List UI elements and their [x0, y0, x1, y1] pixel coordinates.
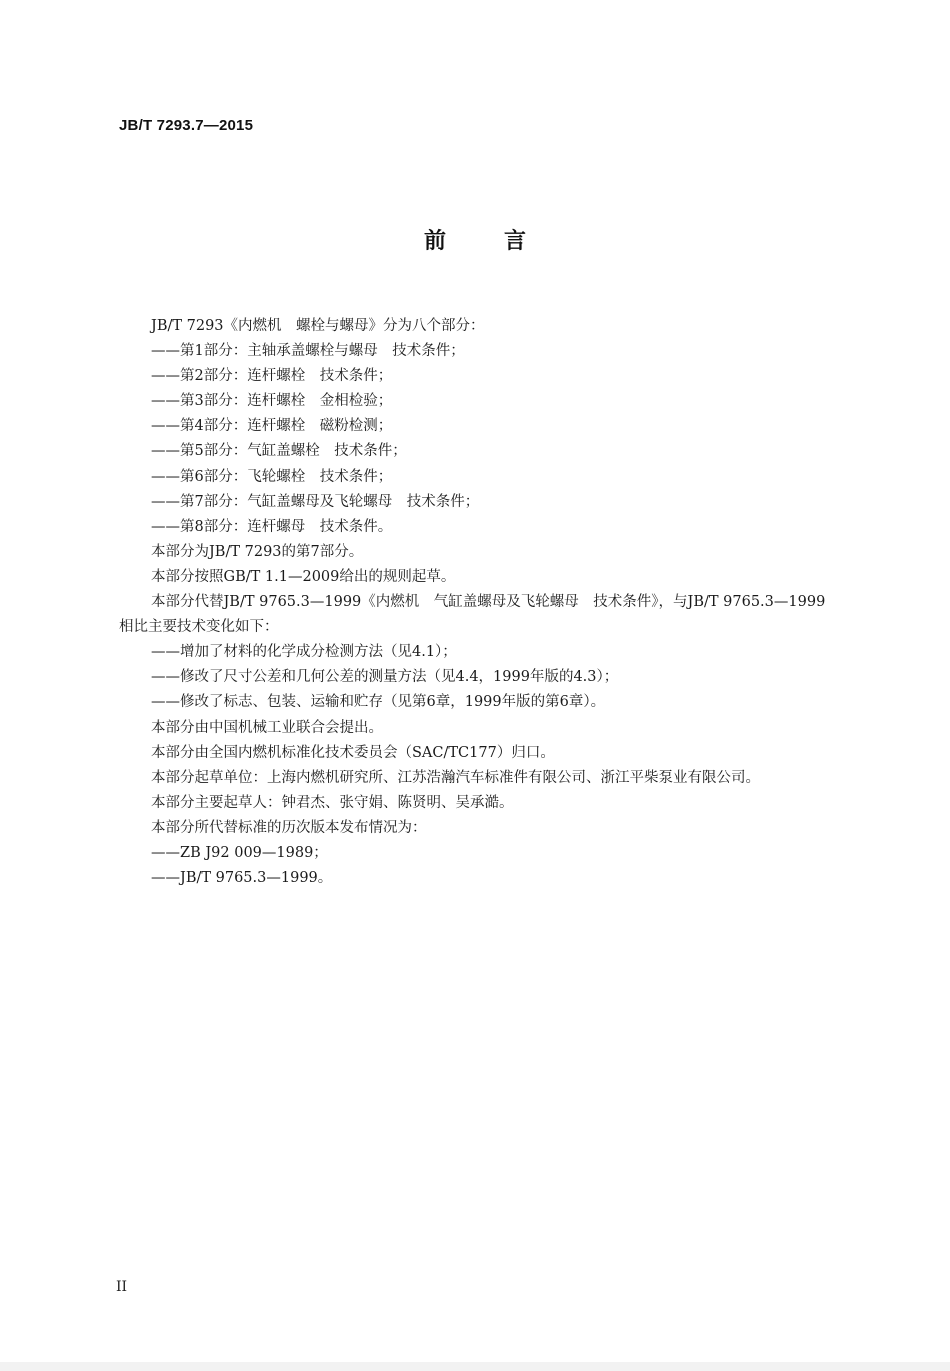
- list-item-part-2: ——第2部分：连杆螺栓 技术条件；: [151, 368, 393, 385]
- paragraph-replaces-continued: 相比主要技术变化如下：: [119, 619, 279, 636]
- list-item-part-1: ——第1部分：主轴承盖螺栓与螺母 技术条件；: [151, 343, 465, 360]
- list-item-change-2: ——修改了尺寸公差和几何公差的测量方法（见4.4，1999年版的4.3）；: [151, 669, 619, 686]
- title-char-2: 言: [504, 229, 527, 254]
- list-item-part-6: ——第6部分：飞轮螺栓 技术条件；: [151, 468, 393, 485]
- paragraph-parts-intro: JB/T 7293《内燃机 螺栓与螺母》分为八个部分：: [151, 318, 485, 334]
- page-bottom-edge: [0, 1362, 950, 1371]
- list-item-part-8: ——第8部分：连杆螺母 技术条件。: [151, 518, 393, 535]
- standard-number-header: JB/T 7293.7—2015: [119, 117, 254, 134]
- paragraph-proposed-by: 本部分由中国机械工业联合会提出。: [151, 719, 383, 736]
- paragraph-drafting-units: 本部分起草单位：上海内燃机研究所、江苏浩瀚汽车标准件有限公司、浙江平柴泵业有限公司。: [151, 769, 760, 786]
- list-item-part-5: ——第5部分：气缸盖螺栓 技术条件；: [151, 443, 407, 460]
- list-item-change-3: ——修改了标志、包装、运输和贮存（见第6章，1999年版的第6章）。: [151, 694, 606, 711]
- title-char-1: 前: [423, 229, 446, 254]
- paragraph-drafters: 本部分主要起草人：钟君杰、张守娟、陈贤明、吴承澔。: [151, 794, 514, 811]
- list-item-part-7: ——第7部分：气缸盖螺母及飞轮螺母 技术条件；: [151, 493, 480, 510]
- list-item-history-1: ——ZB J92 009—1989；: [151, 844, 328, 861]
- page-title: [0, 224, 950, 255]
- list-item-part-4: ——第4部分：连杆螺栓 磁粉检测；: [151, 418, 393, 435]
- list-item-change-1: ——增加了材料的化学成分检测方法（见4.1）；: [151, 644, 457, 661]
- page-number: II: [116, 1279, 128, 1295]
- paragraph-history-intro: 本部分所代替标准的历次版本发布情况为：: [151, 819, 427, 836]
- paragraph-replaces: 本部分代替JB/T 9765.3—1999《内燃机 气缸盖螺母及飞轮螺母 技术条件》，与JB/T 9765.3—1999: [151, 594, 826, 611]
- paragraph-this-part: 本部分为JB/T 7293的第7部分。: [151, 543, 364, 560]
- paragraph-administered-by: 本部分由全国内燃机标准化技术委员会（SAC/TC177）归口。: [151, 744, 555, 761]
- list-item-part-3: ——第3部分：连杆螺栓 金相检验；: [151, 393, 393, 410]
- foreword-body: [119, 314, 879, 891]
- paragraph-drafting-rules: 本部分按照GB/T 1.1—2009给出的规则起草。: [151, 568, 456, 585]
- list-item-history-2: ——JB/T 9765.3—1999。: [151, 870, 333, 887]
